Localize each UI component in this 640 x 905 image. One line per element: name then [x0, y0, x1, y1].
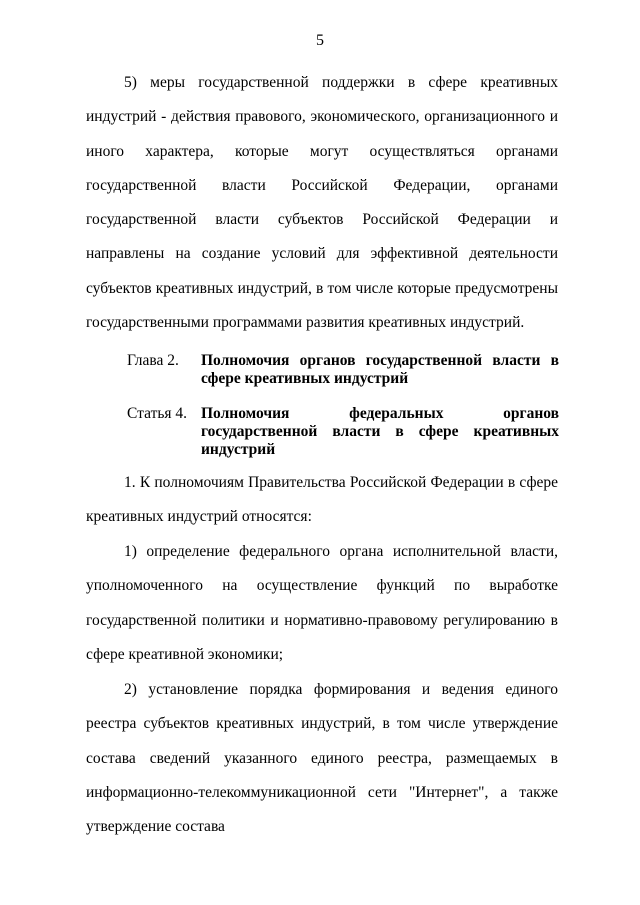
paragraph-support-measures: 5) меры государственной поддержки в сфере креативных индустрий - действия правового, экономического, организационного и иного характера, которые могут осуществляться органами государственной власти Российской Федерации, органами государственной власти субъектов Российской Федерации и направлены на создание условий для эффективной деятельности субъектов креативных индустрий, в том числе которые предусмотрены государственными программами развития креативных индустрий. — [86, 74, 558, 332]
paragraph-government-powers: 1. К полномочиям Правительства Российской Федерации в сфере креативных индустрий относятся: — [86, 474, 558, 526]
article-title: Полномочия федеральных органов государственной власти в сфере креативных индустрий — [201, 405, 559, 458]
paragraph-item-1: 1) определение федерального органа исполнительной власти, уполномоченного на осуществление функций по выработке государственной политики и нормативно-правовому регулированию в сфере креативной экономики; — [86, 543, 558, 663]
chapter-number: Глава 2. — [127, 352, 179, 369]
page-number: 5 — [316, 32, 324, 49]
article-number: Статья 4. — [127, 405, 188, 422]
paragraph-item-2: 2) установление порядка формирования и ведения единого реестра субъектов креативных индустрий, в том числе утверждение состава сведений указанного единого реестра, размещаемых в информационно-телекоммуникационной сети "Интернет", а также утверждение состава — [86, 681, 558, 836]
chapter-title: Полномочия органов государственной власти в сфере креативных индустрий — [201, 352, 559, 387]
